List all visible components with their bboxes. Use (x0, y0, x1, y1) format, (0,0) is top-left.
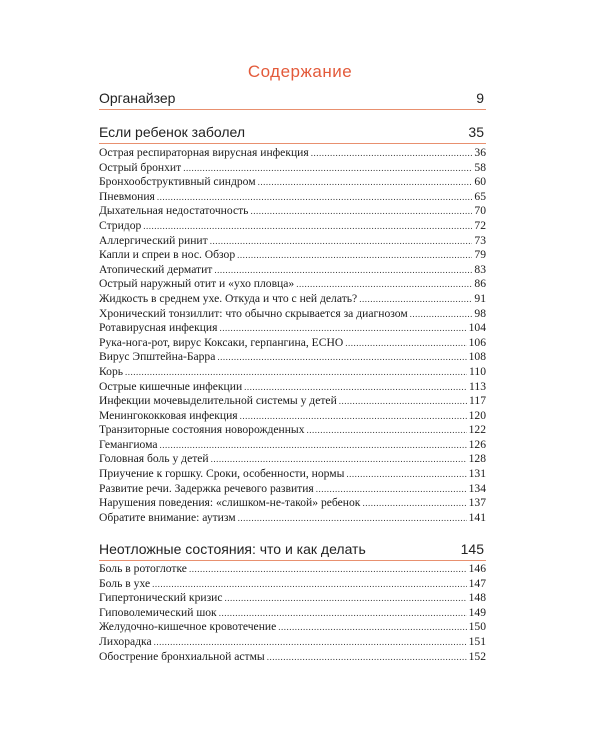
toc-entry-page: 117 (469, 394, 486, 408)
toc-entry-title: Лихорадка (99, 634, 152, 648)
toc-entry-title: Острая респираторная вирусная инфекция (99, 146, 309, 159)
toc-entry-page: 113 (469, 379, 486, 393)
section-page: 145 (460, 541, 484, 557)
toc-entry-page: 137 (468, 496, 486, 510)
dot-leader (154, 635, 467, 650)
toc-list-if-child-sick (99, 146, 486, 525)
section-organizer[interactable] (99, 90, 486, 110)
dot-leader (346, 467, 466, 482)
toc-entry[interactable] (99, 219, 486, 234)
dot-leader (219, 606, 467, 621)
toc-entry-page: 149 (468, 605, 486, 619)
toc-entry[interactable] (99, 365, 486, 380)
toc-entry-title: Бронхообструктивный синдром (99, 175, 256, 189)
toc-entry-page: 65 (474, 189, 486, 203)
toc-entry-page: 141 (468, 510, 486, 524)
toc-entry-title: Острый бронхит (99, 160, 182, 174)
toc-entry-page: 72 (474, 218, 486, 232)
toc-entry-title: Стридор (99, 218, 142, 232)
dot-leader (296, 277, 472, 292)
toc-entry-page: 151 (468, 634, 486, 648)
section-title: Неотложные состояния: что и как делать (99, 541, 366, 557)
dot-leader (311, 146, 473, 161)
toc-entry[interactable] (99, 650, 486, 665)
dot-leader (219, 321, 466, 336)
dot-leader (189, 562, 467, 577)
toc-entry-page: 60 (474, 175, 486, 189)
dot-leader (250, 204, 472, 219)
section-page: 35 (468, 124, 484, 140)
dot-leader (210, 234, 473, 249)
dot-leader (240, 409, 467, 424)
toc-entry[interactable] (99, 467, 486, 482)
toc-entry-title: Обратите внимание: аутизм (99, 510, 236, 524)
dot-leader (152, 577, 467, 592)
toc-entry-title: Нарушения поведения: «слишком-не-такой» ребенок (99, 496, 361, 510)
dot-leader (125, 365, 467, 380)
toc-entry-page: 148 (468, 591, 486, 605)
dot-leader (211, 452, 467, 467)
toc-entry-title: Пневмония (99, 189, 155, 203)
toc-entry[interactable] (99, 562, 486, 577)
toc-entry[interactable] (99, 423, 486, 438)
toc-entry-page: 98 (474, 306, 486, 320)
toc-entry-page: 134 (468, 481, 486, 495)
toc-entry-title: Капли и спреи в нос. Обзор (99, 248, 236, 262)
dot-leader (157, 190, 473, 205)
section-page: 9 (476, 90, 484, 106)
toc-entry-page: 146 (468, 562, 486, 575)
toc-entry-title: Ротавирусная инфекция (99, 321, 218, 335)
toc-entry-title: Атопический дерматит (99, 262, 213, 276)
toc-entry-page: 147 (468, 576, 486, 590)
toc-entry[interactable] (99, 438, 486, 453)
section-title: Органайзер (99, 90, 176, 106)
toc-entry[interactable] (99, 496, 486, 511)
toc-entry[interactable] (99, 263, 486, 278)
toc-entry-title: Гиповолемический шок (99, 605, 217, 619)
toc-entry-page: 110 (469, 364, 486, 378)
dot-leader (143, 219, 472, 234)
toc-list-emergency (99, 562, 486, 664)
toc-entry[interactable] (99, 511, 486, 526)
toc-entry-page: 58 (474, 160, 486, 174)
toc-entry-title: Острые кишечные инфекции (99, 379, 243, 393)
dot-leader (307, 423, 467, 438)
toc-entry[interactable] (99, 409, 486, 424)
dot-leader (183, 161, 472, 176)
toc-entry-page: 106 (468, 335, 486, 349)
dot-leader (160, 438, 467, 453)
dot-leader (410, 307, 473, 322)
toc-entry-page: 126 (468, 437, 486, 451)
toc-entry[interactable] (99, 380, 486, 395)
toc-entry-title: Жидкость в среднем ухе. Откуда и что с ней делать? (99, 291, 358, 305)
toc-entry-title: Инфекции мочевыделительной системы у детей (99, 394, 337, 408)
toc-entry[interactable] (99, 620, 486, 635)
toc-entry-title: Дыхательная недостаточность (99, 204, 249, 218)
dot-leader (339, 394, 467, 409)
toc-entry-title: Острый наружный отит и «ухо пловца» (99, 277, 295, 291)
toc-entry[interactable] (99, 452, 486, 467)
dot-leader (217, 350, 466, 365)
toc-entry-page: 79 (474, 248, 486, 262)
toc-entry-page: 73 (474, 233, 486, 247)
toc-entry-title: Хронический тонзиллит: что обычно скрывается за диагнозом (99, 306, 408, 320)
toc-entry-title: Рука-нога-рот, вирус Коксаки, герпангина, ECHO (99, 335, 344, 349)
toc-entry[interactable] (99, 175, 486, 190)
dot-leader (345, 336, 466, 351)
dot-leader (258, 175, 473, 190)
page-title: Содержание (247, 62, 353, 81)
dot-leader (244, 380, 467, 395)
toc-entry-title: Боль в ухе (99, 576, 151, 590)
toc-entry-title: Вирус Эпштейна-Барра (99, 350, 216, 364)
dot-leader (225, 591, 467, 606)
dot-leader (278, 620, 466, 635)
toc-entry-page: 150 (468, 620, 486, 634)
dot-leader (362, 496, 466, 511)
toc-entry-page: 122 (468, 423, 486, 437)
toc-entry[interactable] (99, 248, 486, 263)
toc-entry-title: Транзиторные состояния новорожденных (99, 423, 305, 437)
toc-entry-page: 86 (474, 277, 486, 291)
toc-entry-page: 152 (468, 649, 486, 663)
toc-entry-page: 128 (468, 452, 486, 466)
toc-entry-page: 36 (474, 146, 486, 159)
toc-entry-page: 108 (468, 350, 486, 364)
toc-entry[interactable] (99, 635, 486, 650)
toc-entry-page: 83 (474, 262, 486, 276)
toc-entry-title: Боль в ротоглотке (99, 562, 187, 575)
dot-leader (267, 650, 467, 665)
toc-entry[interactable] (99, 292, 486, 307)
toc-entry[interactable] (99, 482, 486, 497)
toc-entry[interactable] (99, 577, 486, 592)
toc-entry-title: Аллергический ринит (99, 233, 208, 247)
toc-entry-title: Обострение бронхиальной астмы (99, 649, 265, 663)
toc-entry-title: Головная боль у детей (99, 452, 209, 466)
toc-entry[interactable] (99, 146, 486, 161)
toc-entry[interactable] (99, 307, 486, 322)
toc-entry-title: Менингококковая инфекция (99, 408, 238, 422)
toc-entry-title: Гипертонический кризис (99, 591, 223, 605)
toc-entry[interactable] (99, 190, 486, 205)
toc-entry[interactable] (99, 277, 486, 292)
toc-entry-page: 91 (474, 291, 486, 305)
toc-entry-page: 104 (468, 321, 486, 335)
toc-entry-page: 131 (468, 467, 486, 481)
toc-entry[interactable] (99, 606, 486, 621)
toc-entry[interactable] (99, 204, 486, 219)
toc-entry[interactable] (99, 336, 486, 351)
toc-entry[interactable] (99, 321, 486, 336)
toc-entry[interactable] (99, 161, 486, 176)
toc-entry[interactable] (99, 394, 486, 409)
section-emergency[interactable] (99, 541, 486, 561)
dot-leader (237, 248, 472, 263)
dot-leader (359, 292, 472, 307)
section-title: Если ребенок заболел (99, 124, 246, 140)
toc-entry-title: Гемангиома (99, 437, 158, 451)
section-if-child-sick[interactable] (99, 124, 486, 144)
dot-leader (238, 511, 467, 526)
toc-entry-title: Желудочно-кишечное кровотечение (99, 620, 277, 634)
toc-entry-title: Корь (99, 364, 124, 378)
toc-entry-page: 120 (468, 408, 486, 422)
toc-entry[interactable] (99, 591, 486, 606)
dot-leader (316, 482, 467, 497)
toc-entry[interactable] (99, 350, 486, 365)
toc-entry-title: Развитие речи. Задержка речевого развития (99, 481, 314, 495)
toc-entry-page: 70 (474, 204, 486, 218)
toc-entry[interactable] (99, 234, 486, 249)
toc-entry-title: Приучение к горшку. Сроки, особенности, нормы (99, 467, 345, 481)
dot-leader (214, 263, 472, 278)
